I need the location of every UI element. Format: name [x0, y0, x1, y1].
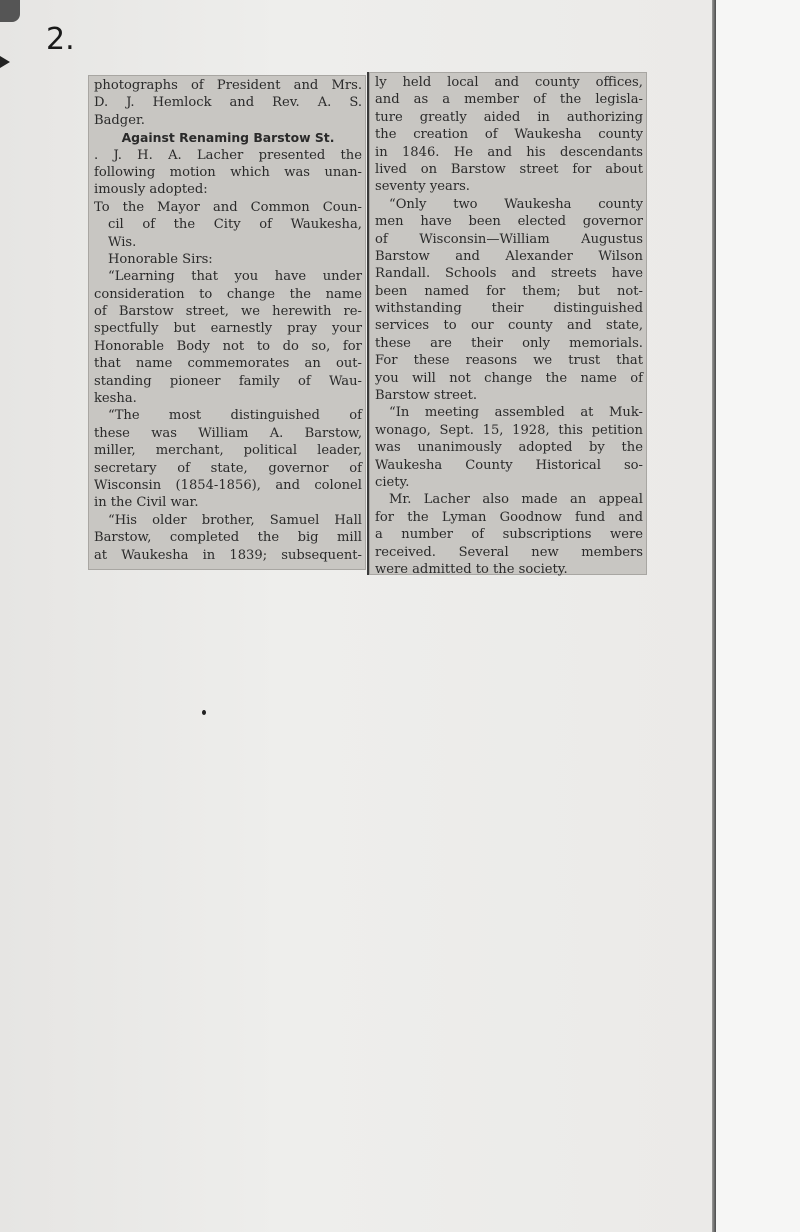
text-line: ciety.: [375, 474, 410, 490]
text-line: in 1846. He and his descendants: [375, 144, 643, 160]
text-line: “Only two Waukesha county: [389, 196, 643, 212]
text-line: secretary of state, governor of: [94, 460, 362, 476]
text-line: “Learning that you have under: [108, 269, 362, 285]
text-line: Wis.: [108, 234, 137, 250]
text-line: been named for them; but not-: [375, 283, 643, 299]
binder-hole-mark: [0, 56, 10, 68]
text-line: Honorable Sirs:: [108, 251, 213, 267]
text-line: you will not change the name of: [375, 370, 643, 386]
page-number: 2.: [46, 22, 75, 57]
text-line: Honorable Body not to do so, for: [94, 338, 362, 354]
text-line: services to our county and state,: [375, 318, 643, 334]
text-line: Barstow street.: [375, 388, 478, 404]
text-line: spectfully but earnestly pray your: [94, 321, 362, 337]
text-line: D. J. Hemlock and Rev. A. S.: [94, 95, 362, 111]
text-line: withstanding their distinguished: [375, 301, 643, 317]
text-line: Waukesha County Historical so-: [375, 457, 643, 473]
text-line: ly held local and county offices,: [375, 75, 643, 90]
text-line: following motion which was unan-: [94, 164, 362, 180]
text-line: at Waukesha in 1839; subsequent-: [94, 547, 362, 563]
text-line: consideration to change the name: [94, 286, 362, 302]
text-line: were admitted to the society.: [375, 561, 568, 577]
text-line: miller, merchant, political leader,: [94, 443, 362, 459]
text-line: cil of the City of Waukesha,: [108, 217, 362, 233]
left-column-text: [94, 77, 362, 564]
text-line: “The most distinguished of: [108, 408, 362, 424]
text-line: Mr. Lacher also made an appeal: [389, 492, 643, 508]
scan-margin: [716, 0, 800, 1232]
text-line: . J. H. A. Lacher presented the: [94, 147, 362, 163]
text-line: photographs of President and Mrs.: [94, 78, 362, 93]
text-line: and as a member of the legisla-: [375, 92, 643, 108]
text-line: of Wisconsin—William Augustus: [375, 231, 643, 247]
ink-speck: [202, 710, 206, 715]
text-line: of Barstow street, we herewith re-: [94, 304, 362, 320]
text-line: For these reasons we trust that: [375, 353, 643, 369]
text-line: Barstow and Alexander Wilson: [375, 248, 643, 264]
corner-mark: [0, 0, 20, 22]
section-heading: Against Renaming Barstow St.: [121, 130, 335, 146]
text-line: lived on Barstow street for about: [375, 161, 643, 177]
newspaper-clipping-right-column: [369, 72, 647, 575]
text-line: Barstow, completed the big mill: [94, 530, 362, 546]
text-line: that name commemorates an out-: [94, 356, 362, 372]
text-line: Randall. Schools and streets have: [375, 266, 643, 282]
text-line: Wisconsin (1854-1856), and colonel: [94, 477, 362, 493]
text-line: To the Mayor and Common Coun-: [94, 199, 362, 215]
text-line: in the Civil war.: [94, 495, 199, 511]
text-line: “His older brother, Samuel Hall: [108, 512, 362, 528]
text-line: ture greatly aided in authorizing: [375, 109, 643, 125]
text-line: these was William A. Barstow,: [94, 425, 362, 441]
text-line: wonago, Sept. 15, 1928, this petition: [375, 422, 643, 438]
text-line: Badger.: [94, 112, 145, 128]
text-line: for the Lyman Goodnow fund and: [375, 509, 643, 525]
text-line: a number of subscriptions were: [375, 527, 643, 543]
text-line: imously adopted:: [94, 182, 208, 198]
text-line: kesha.: [94, 391, 137, 407]
text-line: men have been elected governor: [375, 214, 643, 230]
text-line: seventy years.: [375, 179, 470, 195]
newspaper-clipping-left-column: [88, 75, 366, 570]
text-line: these are their only memorials.: [375, 335, 643, 351]
text-line: was unanimously adopted by the: [375, 440, 643, 456]
right-column-text: [375, 74, 643, 578]
text-line: standing pioneer family of Wau-: [94, 373, 362, 389]
text-line: the creation of Waukesha county: [375, 127, 643, 143]
text-line: received. Several new members: [375, 544, 643, 560]
text-line: “In meeting assembled at Muk-: [389, 405, 643, 421]
